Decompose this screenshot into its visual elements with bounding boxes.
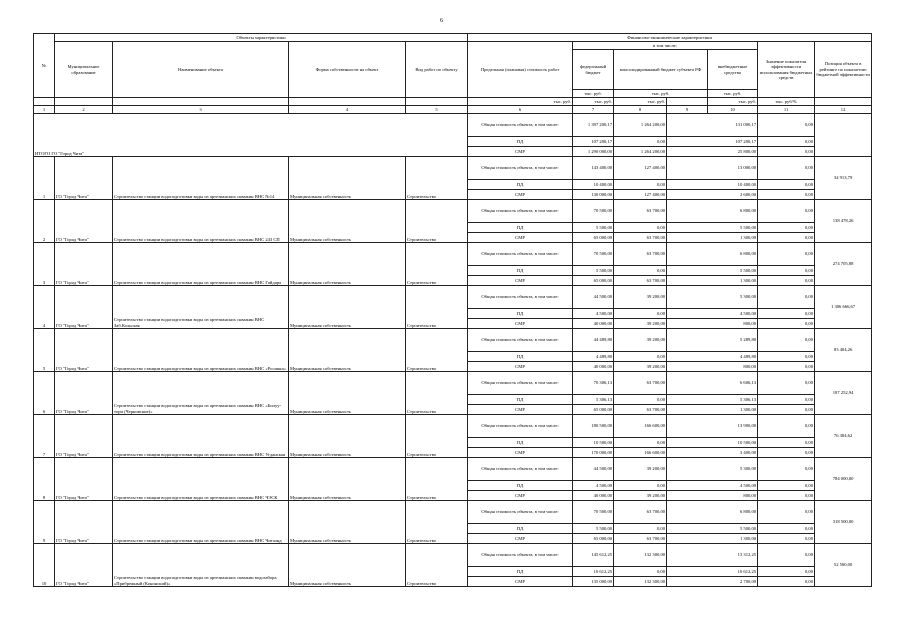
nonbudget-value: 0,00 [758, 286, 815, 309]
column-number: 12 [815, 106, 872, 114]
federal-value: 0,00 [614, 438, 667, 448]
consolidated-value: 6 606,13 [667, 372, 758, 395]
ownership-form: Муниципальная собственность [289, 415, 406, 458]
header-ownership: Форма собственности на объект [289, 42, 406, 98]
nonbudget-value: 0,00 [758, 524, 815, 534]
header-object-chars: Объекты характеристики [55, 34, 468, 42]
nonbudget-value: 0,00 [758, 200, 815, 223]
table-row [34, 243, 872, 266]
unit-nonbud-dup: тыс. руб. [708, 98, 758, 106]
consolidated-value: 6 800,00 [667, 501, 758, 524]
nonbudget-value: 0,00 [758, 243, 815, 266]
cost-value: 4 489,80 [573, 352, 614, 362]
cost-value: 5 500,00 [573, 266, 614, 276]
total-row [34, 114, 872, 137]
consolidated-value: 5 500,00 [667, 266, 758, 276]
municipality: ГО "Город Чита" [55, 501, 113, 544]
cost-type-label: СМР [468, 362, 573, 372]
work-type: Строительство [406, 243, 468, 286]
federal-value: 63 700,00 [614, 200, 667, 223]
consolidated-value: 4 500,00 [667, 309, 758, 319]
cost-type-label: СМР [468, 276, 573, 286]
cost-type-label: Общая стоимость объекта, в том числе: [468, 114, 573, 137]
nonbudget-value: 0,00 [758, 405, 815, 415]
nonbudget-value: 0,00 [758, 319, 815, 329]
object-name: Строительство станции водоподготовки воды из артезианских скважин ВНС Гайдара [113, 243, 289, 286]
nonbudget-value: 0,00 [758, 458, 815, 481]
consolidated-value: 4 489,80 [667, 352, 758, 362]
column-number: 3 [113, 106, 289, 114]
total-label: ИТОГО ГО "Город Чита" [34, 114, 468, 157]
federal-value: 0,00 [614, 180, 667, 190]
cost-value: 70 500,00 [573, 243, 614, 266]
cost-type-label: ПД [468, 524, 573, 534]
federal-value: 132 300,00 [614, 544, 667, 567]
federal-value: 39 200,00 [614, 319, 667, 329]
nonbudget-value: 0,00 [758, 190, 815, 200]
consolidated-value: 10 612,25 [667, 567, 758, 577]
consolidated-value: 25 800,00 [667, 147, 758, 157]
consolidated-value: 5 300,00 [667, 458, 758, 481]
federal-value: 39 200,00 [614, 491, 667, 501]
consolidated-value: 6 800,00 [667, 243, 758, 266]
table-row [34, 200, 872, 223]
header-fin-chars: Финансово-экономические характеристики [468, 34, 872, 42]
cost-value: 5 500,00 [573, 524, 614, 534]
unit-spacer [55, 98, 113, 106]
nonbudget-value: 0,00 [758, 415, 815, 438]
unit-efficiency: тыс. руб/% [758, 98, 815, 106]
consolidated-value: 5 300,00 [667, 286, 758, 309]
cost-value: 10 500,00 [573, 438, 614, 448]
column-number: 5 [406, 106, 468, 114]
federal-value: 127 400,00 [614, 190, 667, 200]
financial-table [33, 33, 872, 587]
nonbudget-value: 0,00 [758, 223, 815, 233]
cost-value: 4 500,00 [573, 309, 614, 319]
header-consolidated: консолидированный бюджет субъекта РФ [614, 50, 708, 90]
column-number: 7 [573, 106, 614, 114]
nonbudget-value: 0,00 [758, 147, 815, 157]
ownership-form: Муниципальная собственность [289, 200, 406, 243]
row-number: 1 [34, 157, 55, 200]
consolidated-value: 800,00 [667, 491, 758, 501]
nonbudget-value: 0,00 [758, 438, 815, 448]
consolidated-value: 6 800,00 [667, 200, 758, 223]
nonbudget-value: 0,00 [758, 276, 815, 286]
efficiency-value: 83 404,26 [815, 329, 872, 372]
ownership-form: Муниципальная собственность [289, 157, 406, 200]
column-number: 8 [614, 106, 667, 114]
ownership-form: Муниципальная собственность [289, 243, 406, 286]
row-number: 5 [34, 329, 55, 372]
work-type: Строительство [406, 157, 468, 200]
cost-value: 44 489,80 [573, 329, 614, 352]
object-name: Строительство станции водоподготовки воды из артезианских скважин ВНС «Росинка» [113, 329, 289, 372]
unit-spacer [815, 98, 872, 106]
nonbudget-value: 0,00 [758, 309, 815, 319]
cost-type-label: Общая стоимость объекта, в том числе: [468, 501, 573, 524]
federal-value: 63 700,00 [614, 233, 667, 243]
table-row [34, 329, 872, 352]
nonbudget-value: 0,00 [758, 180, 815, 190]
cost-value: 10 400,00 [573, 180, 614, 190]
page-number: 6 [440, 18, 443, 24]
table-row [34, 458, 872, 481]
federal-value: 63 700,00 [614, 243, 667, 266]
federal-value: 39 200,00 [614, 362, 667, 372]
municipality: ГО "Город Чита" [55, 200, 113, 243]
row-number: 8 [34, 458, 55, 501]
header-municipality: Муниципальное образование [55, 42, 113, 98]
consolidated-value: 2 700,00 [667, 577, 758, 587]
cost-value: 44 500,00 [573, 286, 614, 309]
cost-type-label: ПД [468, 438, 573, 448]
consolidated-value: 10 500,00 [667, 438, 758, 448]
efficiency-empty [815, 114, 872, 157]
nonbudget-value: 0,00 [758, 567, 815, 577]
cost-value: 10 612,25 [573, 567, 614, 577]
cost-value: 65 000,00 [573, 405, 614, 415]
nonbudget-value: 0,00 [758, 501, 815, 524]
cost-type-label: Общая стоимость объекта, в том числе: [468, 415, 573, 438]
cost-value: 5 306,13 [573, 395, 614, 405]
cost-value: 1 290 000,00 [573, 147, 614, 157]
work-type: Строительство [406, 286, 468, 329]
nonbudget-value: 0,00 [758, 157, 815, 180]
consolidated-value: 5 289,80 [667, 329, 758, 352]
federal-value: 39 200,00 [614, 329, 667, 352]
cost-type-label: СМР [468, 448, 573, 458]
header-no: № [34, 34, 55, 98]
table-row [34, 544, 872, 567]
municipality: ГО "Город Чита" [55, 329, 113, 372]
federal-value: 63 700,00 [614, 276, 667, 286]
nonbudget-value: 0,00 [758, 448, 815, 458]
consolidated-value: 800,00 [667, 362, 758, 372]
cost-type-label: СМР [468, 491, 573, 501]
consolidated-value: 13 000,00 [667, 157, 758, 180]
cost-type-label: СМР [468, 405, 573, 415]
unit-cons-dup: тыс. руб. [614, 98, 667, 106]
cost-type-label: СМР [468, 577, 573, 587]
cost-value: 145 612,25 [573, 544, 614, 567]
efficiency-value: 784 000,00 [815, 458, 872, 501]
consolidated-value: 10 400,00 [667, 180, 758, 190]
federal-value: 1 264 200,00 [614, 114, 667, 137]
cost-value: 107 200,17 [573, 137, 614, 147]
cost-type-label: Общая стоимость объекта, в том числе: [468, 157, 573, 180]
unit-nonbudget: тыс. руб. [708, 90, 758, 98]
consolidated-value: 800,00 [667, 319, 758, 329]
unit-spacer [289, 98, 406, 106]
cost-value: 130 000,00 [573, 190, 614, 200]
cost-type-label: ПД [468, 266, 573, 276]
cost-type-label: ПД [468, 137, 573, 147]
unit-consolidated: тыс. руб. [614, 90, 708, 98]
consolidated-value: 2 600,00 [667, 190, 758, 200]
cost-type-label: ПД [468, 223, 573, 233]
column-number: 6 [468, 106, 573, 114]
nonbudget-value: 0,00 [758, 362, 815, 372]
object-name: Строительство станции водоподготовки воды из артезианских скважин водозабора «Прибрежный (Кононский)» [113, 544, 289, 587]
unit-federal: тыс. руб. [573, 90, 614, 98]
work-type: Строительство [406, 372, 468, 415]
efficiency-value: 274 705,88 [815, 243, 872, 286]
municipality: ГО "Город Чита" [55, 544, 113, 587]
federal-value: 0,00 [614, 137, 667, 147]
cost-value: 70 500,00 [573, 200, 614, 223]
unit-spacer [34, 98, 55, 106]
cost-type-label: ПД [468, 180, 573, 190]
cost-value: 65 000,00 [573, 233, 614, 243]
federal-value: 63 700,00 [614, 534, 667, 544]
ownership-form: Муниципальная собственность [289, 286, 406, 329]
cost-value: 135 000,00 [573, 577, 614, 587]
header-federal: федеральный бюджет [573, 50, 614, 90]
row-number: 3 [34, 243, 55, 286]
row-number: 7 [34, 415, 55, 458]
cost-value: 65 000,00 [573, 276, 614, 286]
federal-value: 63 700,00 [614, 405, 667, 415]
work-type: Строительство [406, 415, 468, 458]
work-type: Строительство [406, 200, 468, 243]
header-object-name: Наименование объекта [113, 42, 289, 98]
consolidated-value: 3 400,00 [667, 448, 758, 458]
federal-value: 166 600,00 [614, 415, 667, 438]
row-number: 4 [34, 286, 55, 329]
federal-value: 127 400,00 [614, 157, 667, 180]
municipality: ГО "Город Чита" [55, 286, 113, 329]
row-number: 6 [34, 372, 55, 415]
consolidated-value: 1 300,00 [667, 534, 758, 544]
column-number: 11 [758, 106, 815, 114]
consolidated-value: 107 200,17 [667, 137, 758, 147]
federal-value: 1 264 200,00 [614, 147, 667, 157]
federal-value: 0,00 [614, 524, 667, 534]
object-name: Строительство станции водоподготовки воды из артезианских скважин ВНС Угданская [113, 415, 289, 458]
units-row [34, 98, 872, 106]
nonbudget-value: 0,00 [758, 577, 815, 587]
cost-type-label: ПД [468, 395, 573, 405]
consolidated-value: 5 500,00 [667, 223, 758, 233]
consolidated-value: 4 500,00 [667, 481, 758, 491]
cost-value: 1 397 200,17 [573, 114, 614, 137]
cost-value: 40 000,00 [573, 319, 614, 329]
federal-value: 166 600,00 [614, 448, 667, 458]
object-name: Строительство станции водоподготовки воды из артезианских скважин ВНС «Билуу-тори (Черновские)» [113, 372, 289, 415]
object-name: Строительство станции водоподготовки воды из артезианских скважин ВНС 243 СП [113, 200, 289, 243]
efficiency-value: 187 252,94 [815, 372, 872, 415]
row-number: 2 [34, 200, 55, 243]
ownership-form: Муниципальная собственность [289, 458, 406, 501]
federal-value: 132 300,00 [614, 577, 667, 587]
municipality: ГО "Город Чита" [55, 243, 113, 286]
nonbudget-value: 0,00 [758, 395, 815, 405]
row-number: 9 [34, 501, 55, 544]
table-row [34, 286, 872, 309]
efficiency-value: 76 384,62 [815, 415, 872, 458]
work-type: Строительство [406, 501, 468, 544]
unit-spacer [113, 98, 289, 106]
efficiency-value: 138 478,26 [815, 200, 872, 243]
header-cost: Предельная (плановая) стоимость работ [468, 42, 573, 98]
efficiency-value: 52 500,00 [815, 544, 872, 587]
cost-type-label: ПД [468, 309, 573, 319]
consolidated-value: 13 900,00 [667, 415, 758, 438]
cost-type-label: ПД [468, 481, 573, 491]
object-name: Строительство станции водоподготовки воды из артезианских скважин ВНС Заб.Кольская [113, 286, 289, 329]
cost-type-label: СМР [468, 534, 573, 544]
unit-cost: тыс. руб. [468, 98, 573, 106]
consolidated-value: 1 300,00 [667, 276, 758, 286]
ownership-form: Муниципальная собственность [289, 329, 406, 372]
cost-value: 5 500,00 [573, 223, 614, 233]
ownership-form: Муниципальная собственность [289, 372, 406, 415]
work-type: Строительство [406, 458, 468, 501]
cost-value: 65 000,00 [573, 534, 614, 544]
municipality: ГО "Город Чита" [55, 458, 113, 501]
cost-value: 4 500,00 [573, 481, 614, 491]
federal-value: 39 200,00 [614, 458, 667, 481]
cost-value: 40 000,00 [573, 362, 614, 372]
cost-value: 40 000,00 [573, 491, 614, 501]
consolidated-value: 1 300,00 [667, 405, 758, 415]
unit-spacer [667, 98, 708, 106]
unit-spacer [406, 98, 468, 106]
cost-type-label: Общая стоимость объекта, в том числе: [468, 286, 573, 309]
efficiency-value: 318 500,00 [815, 501, 872, 544]
header-rank: Позиция объекта в рейтинге по показателю бюджетной эффективности [815, 42, 872, 98]
cost-value: 180 500,00 [573, 415, 614, 438]
nonbudget-value: 0,00 [758, 481, 815, 491]
consolidated-value: 5 500,00 [667, 524, 758, 534]
cost-type-label: СМР [468, 190, 573, 200]
federal-value: 0,00 [614, 223, 667, 233]
column-number: 4 [289, 106, 406, 114]
nonbudget-value: 0,00 [758, 491, 815, 501]
header-including: в том числе: [573, 42, 758, 50]
federal-value: 0,00 [614, 395, 667, 405]
cost-type-label: Общая стоимость объекта, в том числе: [468, 372, 573, 395]
header-efficiency: Значение показателя эффективности использования бюджетных средств [758, 42, 815, 98]
consolidated-value: 1 300,00 [667, 233, 758, 243]
cost-type-label: СМР [468, 147, 573, 157]
consolidated-value: 131 000,17 [667, 114, 758, 137]
ownership-form: Муниципальная собственность [289, 544, 406, 587]
federal-value: 0,00 [614, 266, 667, 276]
column-number: 10 [708, 106, 758, 114]
object-name: Строительство станции водоподготовки воды из артезианских скважин ВНС ЧЭСК [113, 458, 289, 501]
federal-value: 0,00 [614, 309, 667, 319]
cost-value: 143 400,00 [573, 157, 614, 180]
cost-value: 170 000,00 [573, 448, 614, 458]
nonbudget-value: 0,00 [758, 114, 815, 137]
federal-value: 63 700,00 [614, 372, 667, 395]
row-number: 10 [34, 544, 55, 587]
cost-type-label: ПД [468, 567, 573, 577]
cost-type-label: Общая стоимость объекта, в том числе: [468, 544, 573, 567]
municipality: ГО "Город Чита" [55, 157, 113, 200]
table-row [34, 501, 872, 524]
cost-type-label: Общая стоимость объекта, в том числе: [468, 329, 573, 352]
column-numbers-row [34, 106, 872, 114]
cost-type-label: Общая стоимость объекта, в том числе: [468, 243, 573, 266]
municipality: ГО "Город Чита" [55, 372, 113, 415]
federal-value: 63 700,00 [614, 501, 667, 524]
federal-value: 0,00 [614, 567, 667, 577]
nonbudget-value: 0,00 [758, 329, 815, 352]
cost-value: 70 500,00 [573, 501, 614, 524]
consolidated-value: 13 312,25 [667, 544, 758, 567]
efficiency-value: 34 913,79 [815, 157, 872, 200]
nonbudget-value: 0,00 [758, 352, 815, 362]
ownership-form: Муниципальная собственность [289, 501, 406, 544]
cost-value: 70 306,13 [573, 372, 614, 395]
federal-value: 0,00 [614, 481, 667, 491]
table-row [34, 372, 872, 395]
nonbudget-value: 0,00 [758, 266, 815, 276]
column-number: 1 [34, 106, 55, 114]
efficiency-value: 1 306 666,67 [815, 286, 872, 329]
cost-type-label: Общая стоимость объекта, в том числе: [468, 458, 573, 481]
municipality: ГО "Город Чита" [55, 415, 113, 458]
header-nonbudget: внебюджетные средства [708, 50, 758, 90]
federal-value: 39 200,00 [614, 286, 667, 309]
nonbudget-value: 0,00 [758, 534, 815, 544]
cost-value: 44 500,00 [573, 458, 614, 481]
nonbudget-value: 0,00 [758, 544, 815, 567]
cost-type-label: СМР [468, 319, 573, 329]
cost-type-label: СМР [468, 233, 573, 243]
work-type: Строительство [406, 544, 468, 587]
work-type: Строительство [406, 329, 468, 372]
nonbudget-value: 0,00 [758, 372, 815, 395]
cost-type-label: Общая стоимость объекта, в том числе: [468, 200, 573, 223]
nonbudget-value: 0,00 [758, 233, 815, 243]
unit-fed-dup: тыс. руб. [573, 98, 614, 106]
table-row [34, 415, 872, 438]
column-number: 2 [55, 106, 113, 114]
object-name: Строительство станции водоподготовки воды из артезианских скважин ВНС Читаэнд [113, 501, 289, 544]
nonbudget-value: 0,00 [758, 137, 815, 147]
consolidated-value: 5 306,13 [667, 395, 758, 405]
object-name: Строительство станции водоподготовки воды из артезианских скважин ВНС №14 [113, 157, 289, 200]
cost-type-label: ПД [468, 352, 573, 362]
federal-value: 0,00 [614, 352, 667, 362]
header-work-type: Вид работ по объекту [406, 42, 468, 98]
column-number: 9 [667, 106, 708, 114]
table-row [34, 157, 872, 180]
